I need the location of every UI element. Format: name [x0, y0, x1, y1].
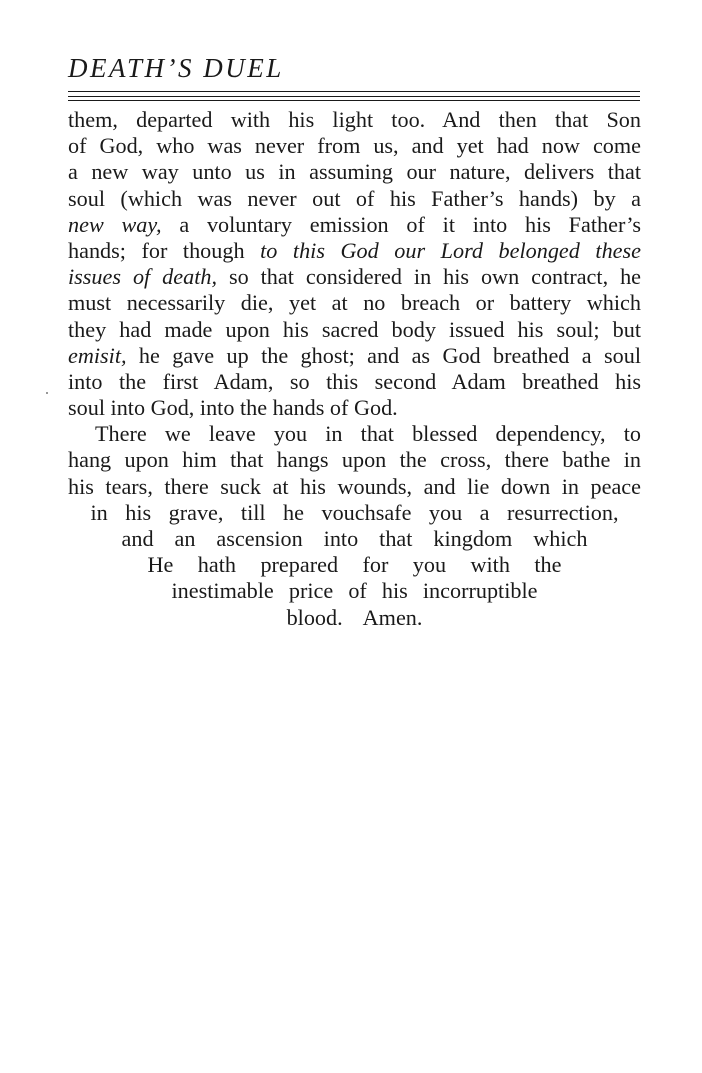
text-line: into the first Adam, so this second Adam breathed his — [68, 368, 641, 394]
italic-phrase: issues of death, — [68, 264, 218, 290]
body-text — [68, 107, 641, 631]
text-line — [252, 605, 457, 631]
text-run: he gave up the ghost; and as God breathed a soul — [126, 342, 641, 368]
text-line: must necessarily die, yet at no breach or battery which — [68, 290, 641, 316]
running-head: DEATH’S DUEL — [68, 53, 284, 83]
text-line: There we leave you in that blessed dependency, to — [95, 421, 641, 447]
text-run: hands; for though — [68, 237, 261, 263]
text-line: his tears, there suck at his wounds, and lie down in peace — [68, 473, 641, 499]
text-run: a voluntary emission of it into his Father’s — [161, 211, 641, 237]
text-run: blood. — [286, 604, 343, 630]
text-line — [68, 343, 641, 369]
text-line: hang upon him that hangs upon the cross, there bathe in — [68, 447, 641, 473]
text-line: a new way unto us in assuming our nature, delivers that — [68, 159, 641, 185]
text-line: in his grave, till he vouchsafe you a resurrection, — [90, 499, 619, 525]
text-run: so that considered in his own contract, he — [217, 264, 642, 290]
header-rule-top — [68, 91, 640, 92]
paragraph-2 — [68, 421, 641, 631]
paragraph-1 — [68, 107, 641, 421]
text-line: they had made upon his sacred body issued his soul; but — [68, 316, 641, 342]
text-line: them, departed with his light too. And then that Son — [68, 107, 641, 132]
italic-phrase: to this God our Lord belonged these — [260, 237, 641, 263]
text-line — [68, 264, 641, 290]
text-run: Amen. — [362, 604, 423, 630]
italic-phrase: emisit, — [68, 342, 127, 368]
header-rule-bottom — [68, 100, 640, 101]
text-line: and an ascension into that kingdom which — [121, 526, 588, 551]
text-line: of God, who was never from us, and yet had now come — [68, 133, 641, 159]
text-line: He hath prepared for you with the — [147, 552, 562, 578]
text-line: soul (which was never out of his Father’s hands) by a — [68, 185, 641, 211]
margin-mark — [46, 392, 48, 394]
italic-phrase: new way, — [68, 211, 162, 237]
text-line: soul into God, into the hands of God. — [68, 395, 398, 421]
text-line — [68, 212, 641, 238]
text-line — [68, 238, 641, 264]
text-line: inestimable price of his incorruptible — [171, 578, 538, 604]
header-rule-middle — [68, 96, 640, 97]
